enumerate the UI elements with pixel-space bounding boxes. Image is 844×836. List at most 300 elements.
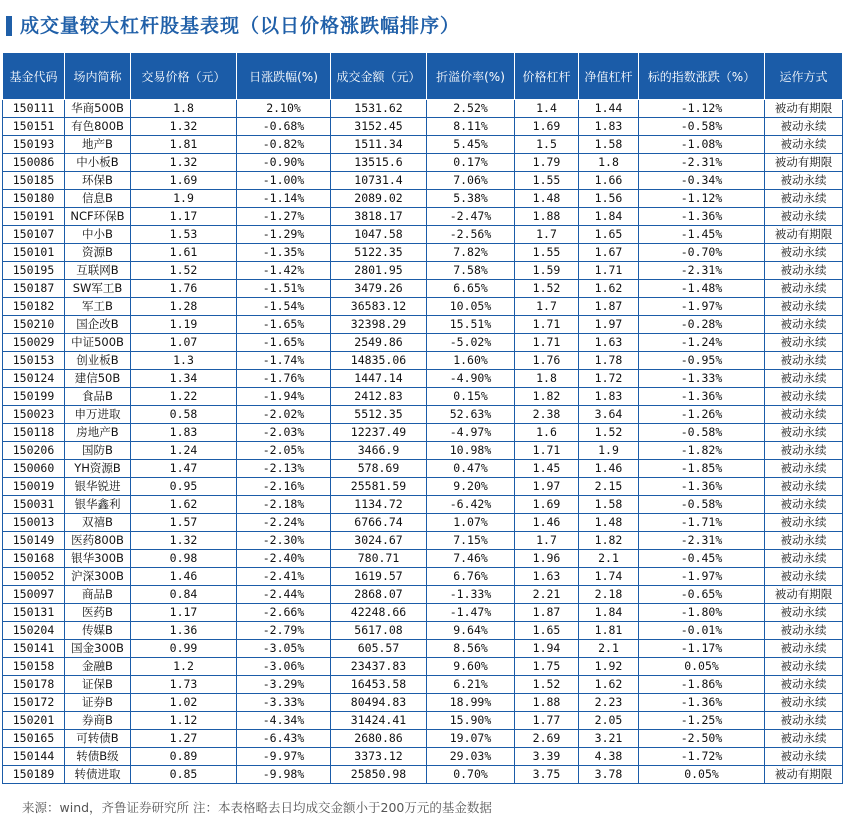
cell-nav-leverage: 1.71 — [579, 262, 639, 280]
cell-code: 150023 — [3, 406, 65, 424]
cell-index-change: -1.97% — [639, 298, 765, 316]
cell-name: 医药800B — [65, 532, 131, 550]
cell-code: 150124 — [3, 370, 65, 388]
cell-daily-change: -2.18% — [237, 496, 331, 514]
cell-index-change: -0.45% — [639, 550, 765, 568]
cell-price-leverage: 1.55 — [515, 244, 579, 262]
table-row — [3, 586, 843, 604]
cell-name: 地产B — [65, 136, 131, 154]
cell-daily-change: -1.76% — [237, 370, 331, 388]
cell-daily-change: -9.97% — [237, 748, 331, 766]
cell-price-leverage: 1.82 — [515, 388, 579, 406]
cell-nav-leverage: 3.78 — [579, 766, 639, 784]
cell-name: 华商500B — [65, 100, 131, 118]
cell-name: 医药B — [65, 604, 131, 622]
cell-price: 1.32 — [131, 532, 237, 550]
cell-price-leverage: 1.59 — [515, 262, 579, 280]
cell-name: 传媒B — [65, 622, 131, 640]
cell-index-change: -2.50% — [639, 730, 765, 748]
cell-price-leverage: 1.7 — [515, 532, 579, 550]
cell-daily-change: -2.02% — [237, 406, 331, 424]
cell-daily-change: -2.05% — [237, 442, 331, 460]
cell-mode: 被动永续 — [765, 316, 843, 334]
cell-mode: 被动永续 — [765, 568, 843, 586]
column-header-turnover: 成交金额（元） — [331, 53, 427, 100]
cell-name: 银华鑫利 — [65, 496, 131, 514]
table-row — [3, 442, 843, 460]
cell-price: 1.19 — [131, 316, 237, 334]
cell-name: 双禧B — [65, 514, 131, 532]
cell-price-leverage: 1.87 — [515, 604, 579, 622]
cell-price: 1.32 — [131, 154, 237, 172]
cell-turnover: 25581.59 — [331, 478, 427, 496]
cell-premium: -4.97% — [427, 424, 515, 442]
cell-index-change: -1.12% — [639, 190, 765, 208]
cell-mode: 被动永续 — [765, 496, 843, 514]
cell-price-leverage: 1.69 — [515, 496, 579, 514]
cell-price: 1.8 — [131, 100, 237, 118]
cell-daily-change: -2.40% — [237, 550, 331, 568]
cell-nav-leverage: 1.65 — [579, 226, 639, 244]
cell-mode: 被动永续 — [765, 136, 843, 154]
cell-daily-change: -6.43% — [237, 730, 331, 748]
cell-daily-change: -3.05% — [237, 640, 331, 658]
cell-index-change: -2.31% — [639, 154, 765, 172]
cell-price: 1.32 — [131, 118, 237, 136]
page-title: 成交量较大杠杆股基表现（以日价格涨跌幅排序） — [20, 15, 461, 37]
cell-premium: 52.63% — [427, 406, 515, 424]
cell-name: 转债B级 — [65, 748, 131, 766]
table-row — [3, 424, 843, 442]
table-row — [3, 118, 843, 136]
cell-price: 1.12 — [131, 712, 237, 730]
table-row — [3, 298, 843, 316]
cell-premium: 2.52% — [427, 100, 515, 118]
cell-code: 150029 — [3, 334, 65, 352]
cell-code: 150019 — [3, 478, 65, 496]
cell-price: 1.46 — [131, 568, 237, 586]
cell-turnover: 1531.62 — [331, 100, 427, 118]
cell-daily-change: -1.29% — [237, 226, 331, 244]
table-row — [3, 460, 843, 478]
cell-price-leverage: 1.88 — [515, 208, 579, 226]
cell-nav-leverage: 1.44 — [579, 100, 639, 118]
cell-turnover: 1134.72 — [331, 496, 427, 514]
table-row — [3, 730, 843, 748]
cell-price: 1.3 — [131, 352, 237, 370]
table-row — [3, 100, 843, 118]
cell-premium: 0.17% — [427, 154, 515, 172]
cell-price-leverage: 1.46 — [515, 514, 579, 532]
cell-turnover: 3479.26 — [331, 280, 427, 298]
cell-index-change: -1.33% — [639, 370, 765, 388]
cell-code: 150131 — [3, 604, 65, 622]
cell-nav-leverage: 1.82 — [579, 532, 639, 550]
cell-daily-change: -2.44% — [237, 586, 331, 604]
cell-price-leverage: 1.65 — [515, 622, 579, 640]
cell-mode: 被动永续 — [765, 352, 843, 370]
cell-nav-leverage: 1.72 — [579, 370, 639, 388]
cell-price: 1.52 — [131, 262, 237, 280]
cell-mode: 被动永续 — [765, 748, 843, 766]
fund-table-container — [2, 52, 842, 784]
cell-name: NCF环保B — [65, 208, 131, 226]
cell-premium: 29.03% — [427, 748, 515, 766]
cell-turnover: 2089.02 — [331, 190, 427, 208]
cell-price: 1.83 — [131, 424, 237, 442]
cell-price: 1.02 — [131, 694, 237, 712]
cell-price-leverage: 1.71 — [515, 334, 579, 352]
cell-turnover: 5122.35 — [331, 244, 427, 262]
cell-daily-change: -2.13% — [237, 460, 331, 478]
cell-name: 创业板B — [65, 352, 131, 370]
cell-daily-change: -1.65% — [237, 334, 331, 352]
cell-premium: 1.60% — [427, 352, 515, 370]
cell-index-change: -1.36% — [639, 694, 765, 712]
table-row — [3, 208, 843, 226]
cell-mode: 被动永续 — [765, 442, 843, 460]
cell-turnover: 578.69 — [331, 460, 427, 478]
cell-mode: 被动永续 — [765, 280, 843, 298]
cell-name: 申万进取 — [65, 406, 131, 424]
cell-name: SW军工B — [65, 280, 131, 298]
cell-turnover: 3466.9 — [331, 442, 427, 460]
cell-price: 1.9 — [131, 190, 237, 208]
cell-price: 0.89 — [131, 748, 237, 766]
cell-name: 有色800B — [65, 118, 131, 136]
cell-turnover: 13515.6 — [331, 154, 427, 172]
cell-mode: 被动永续 — [765, 190, 843, 208]
cell-price: 1.17 — [131, 604, 237, 622]
cell-price: 0.85 — [131, 766, 237, 784]
cell-nav-leverage: 1.92 — [579, 658, 639, 676]
cell-turnover: 2412.83 — [331, 388, 427, 406]
cell-nav-leverage: 1.78 — [579, 352, 639, 370]
table-row — [3, 514, 843, 532]
cell-premium: 19.07% — [427, 730, 515, 748]
cell-nav-leverage: 3.21 — [579, 730, 639, 748]
cell-mode: 被动永续 — [765, 388, 843, 406]
cell-daily-change: -0.90% — [237, 154, 331, 172]
table-row — [3, 136, 843, 154]
cell-mode: 被动永续 — [765, 118, 843, 136]
cell-turnover: 31424.41 — [331, 712, 427, 730]
cell-premium: 5.45% — [427, 136, 515, 154]
cell-daily-change: -2.30% — [237, 532, 331, 550]
cell-mode: 被动永续 — [765, 334, 843, 352]
table-row — [3, 694, 843, 712]
cell-price-leverage: 1.52 — [515, 280, 579, 298]
cell-daily-change: -1.00% — [237, 172, 331, 190]
cell-daily-change: -1.51% — [237, 280, 331, 298]
cell-premium: 10.98% — [427, 442, 515, 460]
cell-price: 1.73 — [131, 676, 237, 694]
fund-table — [2, 52, 843, 784]
cell-premium: 6.65% — [427, 280, 515, 298]
cell-code: 150182 — [3, 298, 65, 316]
cell-premium: 1.07% — [427, 514, 515, 532]
cell-price-leverage: 1.97 — [515, 478, 579, 496]
cell-price: 1.22 — [131, 388, 237, 406]
cell-daily-change: -1.27% — [237, 208, 331, 226]
cell-premium: 8.56% — [427, 640, 515, 658]
cell-turnover: 23437.83 — [331, 658, 427, 676]
cell-price-leverage: 1.75 — [515, 658, 579, 676]
cell-daily-change: -1.65% — [237, 316, 331, 334]
cell-nav-leverage: 1.81 — [579, 622, 639, 640]
cell-premium: 9.60% — [427, 658, 515, 676]
column-header-mode: 运作方式 — [765, 53, 843, 100]
table-row — [3, 676, 843, 694]
cell-index-change: -1.36% — [639, 478, 765, 496]
column-header-index-change: 标的指数涨跌（%） — [639, 53, 765, 100]
cell-code: 150149 — [3, 532, 65, 550]
cell-price-leverage: 1.94 — [515, 640, 579, 658]
cell-premium: 7.82% — [427, 244, 515, 262]
cell-price: 1.57 — [131, 514, 237, 532]
cell-index-change: -0.58% — [639, 424, 765, 442]
cell-price-leverage: 2.38 — [515, 406, 579, 424]
cell-code: 150191 — [3, 208, 65, 226]
cell-mode: 被动永续 — [765, 550, 843, 568]
cell-price: 1.81 — [131, 136, 237, 154]
cell-name: 国金300B — [65, 640, 131, 658]
cell-daily-change: -4.34% — [237, 712, 331, 730]
cell-premium: 10.05% — [427, 298, 515, 316]
cell-premium: -2.47% — [427, 208, 515, 226]
cell-name: 食品B — [65, 388, 131, 406]
column-header-name: 场内简称 — [65, 53, 131, 100]
cell-price-leverage: 1.79 — [515, 154, 579, 172]
cell-mode: 被动永续 — [765, 694, 843, 712]
cell-name: 中小板B — [65, 154, 131, 172]
table-row — [3, 568, 843, 586]
cell-code: 150180 — [3, 190, 65, 208]
cell-daily-change: 2.10% — [237, 100, 331, 118]
table-row — [3, 154, 843, 172]
source-note: 来源：wind，齐鲁证券研究所 注：本表格略去日均成交金额小于200万元的基金数据 — [22, 800, 492, 815]
cell-mode: 被动有期限 — [765, 586, 843, 604]
cell-index-change: -0.65% — [639, 586, 765, 604]
cell-name: 沪深300B — [65, 568, 131, 586]
cell-price-leverage: 2.69 — [515, 730, 579, 748]
cell-daily-change: -2.03% — [237, 424, 331, 442]
cell-mode: 被动有期限 — [765, 226, 843, 244]
cell-price: 1.17 — [131, 208, 237, 226]
cell-premium: 18.99% — [427, 694, 515, 712]
cell-daily-change: -3.29% — [237, 676, 331, 694]
cell-turnover: 25850.98 — [331, 766, 427, 784]
table-row — [3, 766, 843, 784]
table-row — [3, 406, 843, 424]
cell-index-change: 0.05% — [639, 658, 765, 676]
cell-turnover: 5512.35 — [331, 406, 427, 424]
cell-code: 150193 — [3, 136, 65, 154]
cell-daily-change: -0.82% — [237, 136, 331, 154]
cell-turnover: 3373.12 — [331, 748, 427, 766]
table-row — [3, 748, 843, 766]
cell-nav-leverage: 1.83 — [579, 118, 639, 136]
cell-name: YH资源B — [65, 460, 131, 478]
column-header-price: 交易价格（元） — [131, 53, 237, 100]
cell-turnover: 36583.12 — [331, 298, 427, 316]
table-row — [3, 496, 843, 514]
cell-index-change: -1.08% — [639, 136, 765, 154]
cell-nav-leverage: 1.84 — [579, 208, 639, 226]
cell-nav-leverage: 2.1 — [579, 550, 639, 568]
cell-price: 0.58 — [131, 406, 237, 424]
cell-turnover: 14835.06 — [331, 352, 427, 370]
table-row — [3, 604, 843, 622]
cell-index-change: -0.70% — [639, 244, 765, 262]
cell-premium: 5.38% — [427, 190, 515, 208]
table-row — [3, 622, 843, 640]
cell-mode: 被动永续 — [765, 172, 843, 190]
table-row — [3, 190, 843, 208]
column-header-daily-change: 日涨跌幅(%) — [237, 53, 331, 100]
cell-mode: 被动永续 — [765, 640, 843, 658]
table-row — [3, 370, 843, 388]
cell-index-change: -1.72% — [639, 748, 765, 766]
cell-mode: 被动永续 — [765, 622, 843, 640]
cell-nav-leverage: 2.1 — [579, 640, 639, 658]
cell-code: 150178 — [3, 676, 65, 694]
cell-price-leverage: 2.21 — [515, 586, 579, 604]
cell-nav-leverage: 1.9 — [579, 442, 639, 460]
cell-price: 1.76 — [131, 280, 237, 298]
cell-name: 信息B — [65, 190, 131, 208]
cell-mode: 被动永续 — [765, 712, 843, 730]
cell-price: 1.28 — [131, 298, 237, 316]
cell-price: 1.2 — [131, 658, 237, 676]
cell-nav-leverage: 4.38 — [579, 748, 639, 766]
cell-price: 0.99 — [131, 640, 237, 658]
cell-mode: 被动永续 — [765, 298, 843, 316]
cell-mode: 被动永续 — [765, 460, 843, 478]
cell-turnover: 42248.66 — [331, 604, 427, 622]
cell-name: 房地产B — [65, 424, 131, 442]
cell-name: 中证500B — [65, 334, 131, 352]
cell-premium: 7.06% — [427, 172, 515, 190]
cell-index-change: -0.95% — [639, 352, 765, 370]
cell-turnover: 6766.74 — [331, 514, 427, 532]
cell-name: 银华锐进 — [65, 478, 131, 496]
table-row — [3, 226, 843, 244]
cell-price-leverage: 1.77 — [515, 712, 579, 730]
cell-premium: 0.15% — [427, 388, 515, 406]
cell-daily-change: -2.24% — [237, 514, 331, 532]
table-row — [3, 352, 843, 370]
table-row — [3, 316, 843, 334]
cell-name: 资源B — [65, 244, 131, 262]
cell-mode: 被动永续 — [765, 424, 843, 442]
cell-price-leverage: 1.96 — [515, 550, 579, 568]
cell-code: 150060 — [3, 460, 65, 478]
column-header-nav-leverage: 净值杠杆 — [579, 53, 639, 100]
cell-turnover: 780.71 — [331, 550, 427, 568]
cell-daily-change: -2.16% — [237, 478, 331, 496]
cell-name: 建信50B — [65, 370, 131, 388]
table-header-row — [3, 53, 843, 100]
cell-price-leverage: 1.76 — [515, 352, 579, 370]
cell-price: 0.98 — [131, 550, 237, 568]
cell-name: 证保B — [65, 676, 131, 694]
cell-turnover: 12237.49 — [331, 424, 427, 442]
cell-nav-leverage: 2.23 — [579, 694, 639, 712]
cell-nav-leverage: 1.83 — [579, 388, 639, 406]
cell-price-leverage: 1.52 — [515, 676, 579, 694]
cell-code: 150144 — [3, 748, 65, 766]
cell-price-leverage: 1.71 — [515, 316, 579, 334]
cell-price-leverage: 1.8 — [515, 370, 579, 388]
cell-code: 150153 — [3, 352, 65, 370]
cell-mode: 被动永续 — [765, 262, 843, 280]
cell-nav-leverage: 1.62 — [579, 676, 639, 694]
cell-price: 1.53 — [131, 226, 237, 244]
cell-price-leverage: 1.6 — [515, 424, 579, 442]
cell-code: 150172 — [3, 694, 65, 712]
cell-turnover: 10731.4 — [331, 172, 427, 190]
cell-index-change: -0.34% — [639, 172, 765, 190]
cell-code: 150141 — [3, 640, 65, 658]
table-row — [3, 550, 843, 568]
cell-code: 150111 — [3, 100, 65, 118]
cell-premium: -4.90% — [427, 370, 515, 388]
cell-daily-change: -1.35% — [237, 244, 331, 262]
table-row — [3, 640, 843, 658]
cell-code: 150195 — [3, 262, 65, 280]
cell-index-change: -1.97% — [639, 568, 765, 586]
cell-premium: 9.64% — [427, 622, 515, 640]
cell-turnover: 1619.57 — [331, 568, 427, 586]
cell-price-leverage: 1.7 — [515, 226, 579, 244]
cell-price-leverage: 1.4 — [515, 100, 579, 118]
cell-price: 1.47 — [131, 460, 237, 478]
cell-turnover: 2680.86 — [331, 730, 427, 748]
cell-turnover: 80494.83 — [331, 694, 427, 712]
cell-turnover: 3024.67 — [331, 532, 427, 550]
cell-code: 150101 — [3, 244, 65, 262]
cell-name: 券商B — [65, 712, 131, 730]
cell-mode: 被动永续 — [765, 244, 843, 262]
cell-price: 1.61 — [131, 244, 237, 262]
cell-price-leverage: 1.88 — [515, 694, 579, 712]
cell-price-leverage: 1.69 — [515, 118, 579, 136]
cell-turnover: 2801.95 — [331, 262, 427, 280]
cell-index-change: -1.82% — [639, 442, 765, 460]
cell-name: 互联网B — [65, 262, 131, 280]
cell-index-change: -1.12% — [639, 100, 765, 118]
cell-premium: -6.42% — [427, 496, 515, 514]
cell-name: 金融B — [65, 658, 131, 676]
cell-code: 150185 — [3, 172, 65, 190]
cell-index-change: -1.80% — [639, 604, 765, 622]
cell-code: 150165 — [3, 730, 65, 748]
cell-daily-change: -3.33% — [237, 694, 331, 712]
cell-mode: 被动永续 — [765, 532, 843, 550]
column-header-premium: 折溢价率(%) — [427, 53, 515, 100]
cell-index-change: -0.01% — [639, 622, 765, 640]
cell-nav-leverage: 1.97 — [579, 316, 639, 334]
cell-turnover: 1511.34 — [331, 136, 427, 154]
cell-price: 1.34 — [131, 370, 237, 388]
cell-price: 1.24 — [131, 442, 237, 460]
column-header-price-leverage: 价格杠杆 — [515, 53, 579, 100]
cell-price: 1.07 — [131, 334, 237, 352]
title-bar — [0, 6, 844, 42]
cell-index-change: -1.86% — [639, 676, 765, 694]
cell-premium: 0.47% — [427, 460, 515, 478]
